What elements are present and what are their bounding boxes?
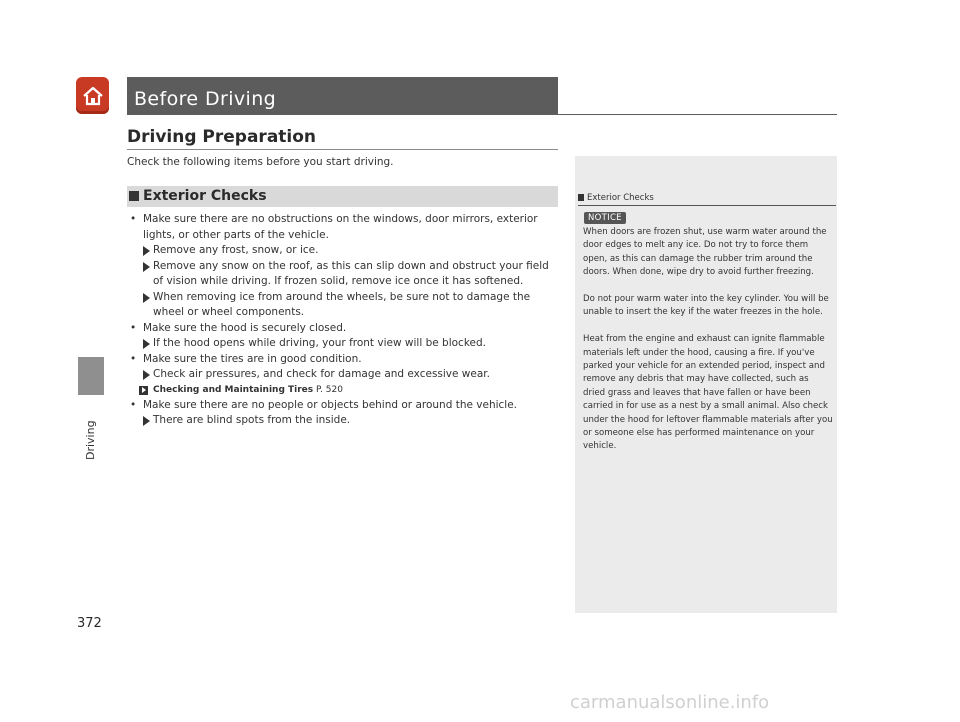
section-header — [127, 186, 558, 207]
note-paragraph: Heat from the engine and exhaust can ignite flammable materials left under the hood, causing a fire. If you've parked your vehicle for an extended period, inspect and remove any debris that may have collected, such as dried grass and leaves that have fallen or have been carried in for use as a nest by a small animal. Also check under the hood for leftover flammable materials after you or someone else has performed maintenance on your vehicle. — [583, 334, 833, 452]
reference-page[interactable]: P. 520 — [316, 384, 343, 395]
note-paragraph: When doors are frozen shut, use warm water around the door edges to melt any ice. Do not try to force them open, as this can damage the rubber trim around the doors. When done, wipe dry to avoid further freezing. — [583, 227, 827, 278]
sub-item: If the hood opens while driving, your front view will be blocked. — [130, 336, 560, 352]
page-heading: Driving Preparation — [127, 127, 317, 147]
checklist — [130, 212, 560, 429]
section-title: Exterior Checks — [143, 188, 267, 204]
section-marker-icon — [129, 191, 139, 201]
reference-icon — [139, 386, 148, 395]
sub-item: Check air pressures, and check for damage and excessive wear. — [130, 367, 560, 383]
arrow-icon — [143, 246, 150, 256]
arrow-icon — [143, 339, 150, 349]
list-item: • Make sure the tires are in good condition. — [130, 352, 560, 368]
home-button[interactable] — [76, 77, 109, 114]
sub-item: Remove any snow on the roof, as this can slip down and obstruct your field of vision while driving. If frozen solid, remove ice once it has softened. — [130, 259, 560, 290]
intro-text: Check the following items before you start driving. — [127, 156, 394, 168]
page-number: 372 — [77, 616, 102, 631]
side-tab-label: Driving — [84, 420, 97, 460]
sub-item: There are blind spots from the inside. — [130, 413, 560, 429]
reference-label[interactable]: Checking and Maintaining Tires — [153, 384, 314, 395]
sub-item: When removing ice from around the wheels, be sure not to damage the wheel or wheel components. — [130, 290, 560, 321]
arrow-icon — [143, 262, 150, 272]
sub-item: Remove any frost, snow, or ice. — [130, 243, 560, 259]
side-note-body — [583, 226, 833, 467]
cross-reference-link[interactable] — [130, 383, 560, 398]
list-item: • Make sure the hood is securely closed. — [130, 321, 560, 337]
chapter-title: Before Driving — [134, 88, 277, 110]
side-tab-marker[interactable] — [78, 357, 104, 395]
watermark: carmanualsonline.info — [570, 692, 770, 713]
title-rule — [127, 114, 837, 115]
home-icon — [81, 85, 105, 107]
arrow-icon — [143, 293, 150, 303]
note-paragraph: Do not pour warm water into the key cylinder. You will be unable to insert the key if the water freezes in the hole. — [583, 294, 829, 318]
list-item: • Make sure there are no obstructions on the windows, door mirrors, exterior lights, or other parts of the vehicle. — [130, 212, 560, 243]
heading-rule — [127, 149, 558, 150]
notice-badge: NOTICE — [584, 212, 626, 224]
arrow-icon — [143, 370, 150, 380]
list-item: • Make sure there are no people or objects behind or around the vehicle. — [130, 398, 560, 414]
arrow-icon — [143, 416, 150, 426]
note-marker-icon — [578, 194, 584, 201]
side-note-rule — [578, 205, 836, 206]
chapter-title-bar — [127, 77, 558, 114]
side-note-heading: Exterior Checks — [578, 193, 654, 203]
